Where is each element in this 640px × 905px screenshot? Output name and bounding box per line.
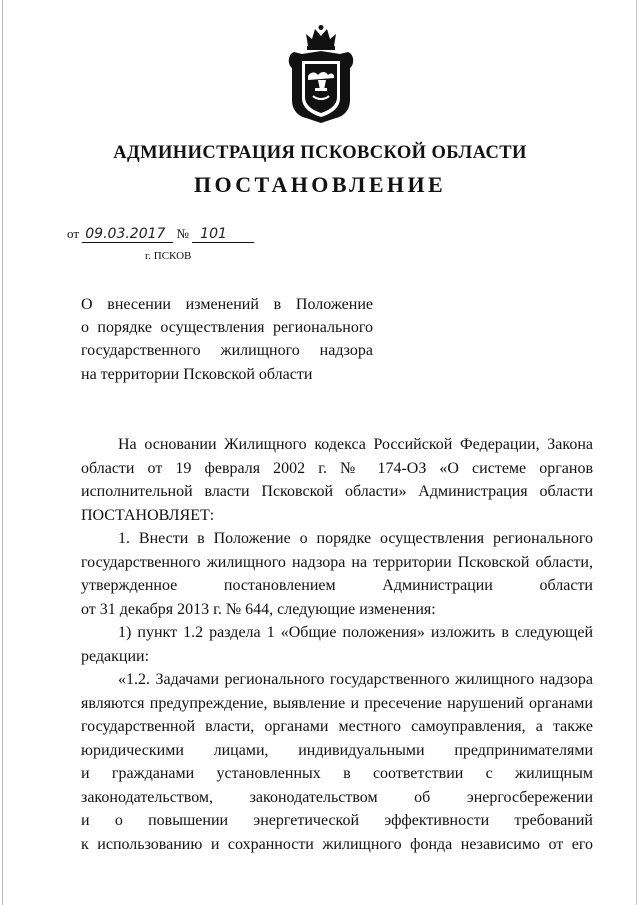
handwritten-date: 09.03.2017 [82, 227, 173, 243]
handwritten-number: 101 [192, 227, 254, 243]
body-line: и гражданами установленных в соответствии с жилищным [81, 765, 593, 782]
date-prefix: от [67, 226, 80, 241]
subject-line: О внесении изменений в Положение [81, 296, 373, 313]
subject-line: о порядке осуществления регионального [81, 319, 373, 337]
body-line: государственного жилищного надзора на территории Псковской области, [81, 553, 593, 571]
organization-title: АДМИНИСТРАЦИЯ ПСКОВСКОЙ ОБЛАСТИ [113, 143, 527, 163]
body-line: утвержденное постановлением Администрации области [81, 577, 593, 594]
body-line: На основании Жилищного кодекса Российской Федерации, Закона [118, 436, 593, 453]
body-line: от 31 декабря 2013 г. № 644, следующие изменения: [81, 600, 436, 618]
document-subject [81, 293, 373, 386]
document-type-title: ПОСТАНОВЛЕНИЕ [193, 172, 447, 197]
body-line: исполнительной власти Псковской области» Администрация области [81, 483, 593, 500]
document-body [81, 433, 593, 856]
coat-of-arms-emblem [284, 24, 358, 124]
body-line: области от 19 февраля 2002 г. № 174-ОЗ «О системе органов [81, 459, 593, 477]
body-line: к использованию и сохранности жилищного фонда независимо от его [81, 835, 593, 853]
subject-line: на территории Псковской области [81, 365, 313, 383]
subject-line: государственного жилищного надзора [81, 342, 373, 360]
body-line: и о повышении энергетической эффективности требований [81, 812, 593, 829]
body-line: ПОСТАНОВЛЯЕТ: [81, 506, 215, 524]
body-line: 1. Внести в Положение о порядке осуществления регионального [118, 530, 593, 547]
body-line: государственной власти, органами местного самоуправления, а также [81, 718, 593, 735]
page-edge-left [2, 0, 3, 905]
body-line: законодательством, законодательством об энергосбережении [81, 788, 593, 806]
number-prefix: № [176, 226, 189, 241]
page-edge-right [636, 0, 637, 905]
registration-line [67, 226, 254, 243]
body-line: являются предупреждение, выявление и пресечение нарушений органами [81, 694, 593, 712]
body-line: редакции: [81, 647, 150, 665]
body-line: «1.2. Задачами регионального государственного жилищного надзора [118, 671, 593, 688]
body-line: 1) пункт 1.2 раздела 1 «Общие положения» изложить в следующей [118, 624, 593, 641]
body-line: юридическими лицами, индивидуальными предпринимателями [81, 741, 593, 759]
city-label: г. ПСКОВ [145, 250, 192, 262]
